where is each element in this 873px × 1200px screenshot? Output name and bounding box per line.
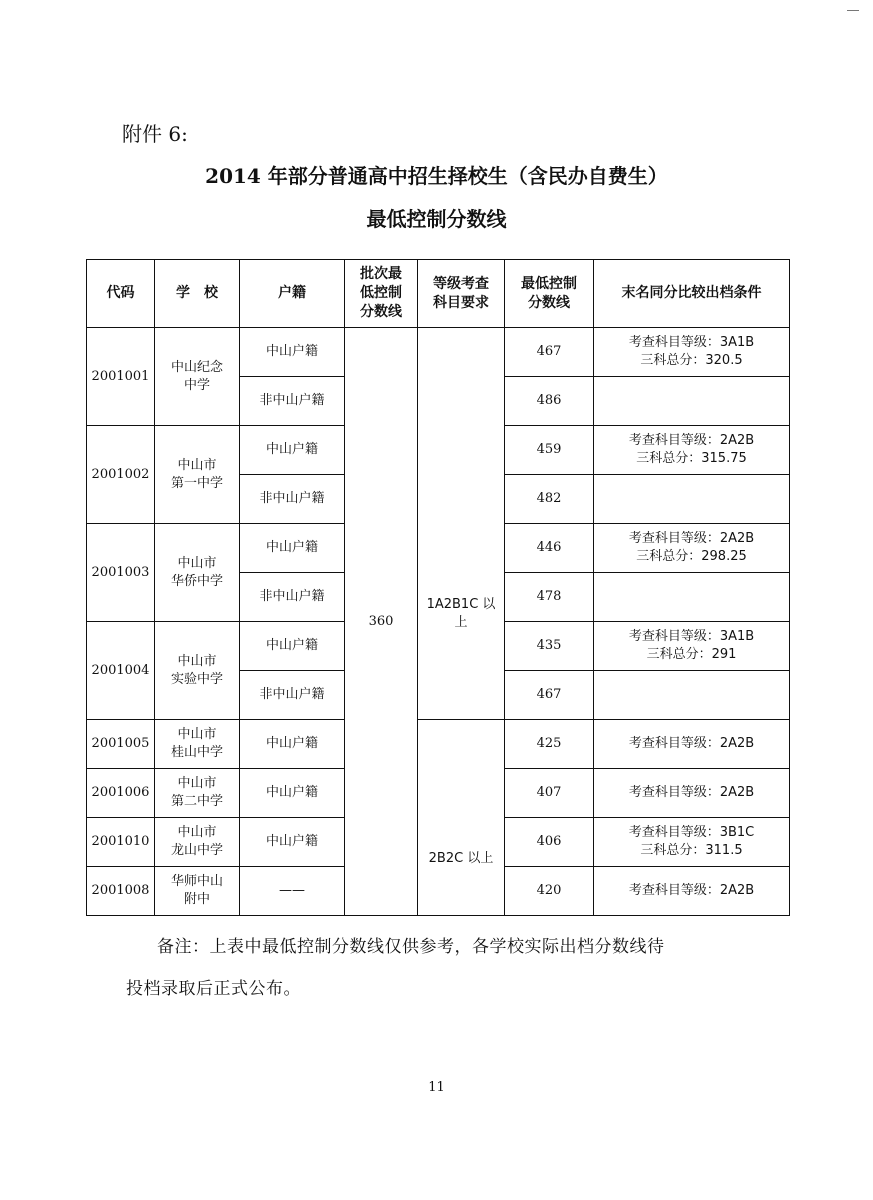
school-code: 2001004 xyxy=(87,622,155,720)
school-code: 2001008 xyxy=(87,867,155,916)
table-row xyxy=(87,720,790,769)
condition-line: 考查科目等级：3B1C xyxy=(628,825,755,840)
hukou-cell: —— xyxy=(240,867,345,916)
hukou-cell: 中山户籍 xyxy=(240,524,345,573)
scan-edge-mark xyxy=(847,10,859,11)
condition-line: 考查科目等级：2A2B xyxy=(628,785,755,800)
condition-cell xyxy=(594,524,790,573)
condition-line: 考查科目等级：2A2B xyxy=(628,531,755,546)
school-name-line: 华侨中学 xyxy=(170,573,223,589)
condition-cell xyxy=(594,818,790,867)
school-code: 2001001 xyxy=(87,328,155,426)
min-score-cell: 446 xyxy=(505,524,594,573)
school-name xyxy=(155,769,240,818)
condition-cell xyxy=(594,573,790,622)
condition-cell xyxy=(594,720,790,769)
school-name-line: 桂山中学 xyxy=(170,745,223,760)
school-name-line: 实验中学 xyxy=(170,671,223,687)
condition-cell xyxy=(594,328,790,377)
condition-line: 考查科目等级：3A1B xyxy=(628,629,755,644)
grade-requirement-line: 1A2B1C 以 xyxy=(426,596,496,612)
header-min-score xyxy=(505,260,594,328)
condition-line: 考查科目等级：2A2B xyxy=(628,883,755,898)
min-score-cell: 467 xyxy=(505,328,594,377)
header-batch-line-1: 批次最 xyxy=(360,266,402,282)
condition-line: 考查科目等级：2A2B xyxy=(628,433,755,448)
school-name xyxy=(155,328,240,426)
hukou-cell: 中山户籍 xyxy=(240,328,345,377)
school-code: 2001005 xyxy=(87,720,155,769)
school-name-line: 华师中山 xyxy=(170,874,223,889)
condition-cell xyxy=(594,426,790,475)
min-score-cell: 407 xyxy=(505,769,594,818)
condition-cell xyxy=(594,867,790,916)
score-table xyxy=(86,259,790,916)
condition-cell xyxy=(594,769,790,818)
school-code: 2001010 xyxy=(87,818,155,867)
min-score-cell: 435 xyxy=(505,622,594,671)
school-name-line: 附中 xyxy=(183,892,210,907)
hukou-cell: 非中山户籍 xyxy=(240,671,345,720)
min-score-cell: 478 xyxy=(505,573,594,622)
grade-requirement-cell xyxy=(418,328,505,720)
condition-line: 三科总分：311.5 xyxy=(640,843,743,858)
school-name-line: 中山市 xyxy=(177,727,217,742)
header-hukou: 户籍 xyxy=(240,260,345,328)
header-batch-line xyxy=(345,260,418,328)
condition-line: 三科总分：320.5 xyxy=(640,353,743,368)
header-last-condition: 末名同分比较出档条件 xyxy=(594,260,790,328)
min-score-cell: 486 xyxy=(505,377,594,426)
annex-label: 附件 6: xyxy=(122,122,188,146)
school-name-line: 中学 xyxy=(183,377,210,393)
condition-line: 三科总分：291 xyxy=(646,647,737,662)
header-code: 代码 xyxy=(87,260,155,328)
batch-line-cell: 360 xyxy=(345,328,418,916)
hukou-cell: 非中山户籍 xyxy=(240,573,345,622)
school-code: 2001003 xyxy=(87,524,155,622)
hukou-cell: 非中山户籍 xyxy=(240,377,345,426)
header-min-line-1: 最低控制 xyxy=(521,275,577,292)
school-name-line: 中山市 xyxy=(177,776,217,791)
page-number: 11 xyxy=(428,1080,445,1095)
condition-cell xyxy=(594,671,790,720)
school-code: 2001002 xyxy=(87,426,155,524)
note-line-2: 投档录取后正式公布。 xyxy=(126,979,301,999)
min-score-cell: 420 xyxy=(505,867,594,916)
school-name xyxy=(155,818,240,867)
grade-requirement-cell xyxy=(418,720,505,916)
document-subtitle: 最低控制分数线 xyxy=(366,207,507,231)
hukou-cell: 中山户籍 xyxy=(240,769,345,818)
hukou-cell: 非中山户籍 xyxy=(240,475,345,524)
hukou-cell: 中山户籍 xyxy=(240,426,345,475)
hukou-cell: 中山户籍 xyxy=(240,622,345,671)
min-score-cell: 482 xyxy=(505,475,594,524)
school-name-line: 第二中学 xyxy=(170,794,223,809)
condition-cell xyxy=(594,622,790,671)
condition-cell xyxy=(594,377,790,426)
school-name-line: 第一中学 xyxy=(170,475,223,491)
note-line-1: 备注：上表中最低控制分数线仅供参考，各学校实际出档分数线待 xyxy=(157,937,665,957)
header-grade-line-1: 等级考查 xyxy=(433,275,489,292)
condition-line: 三科总分：298.25 xyxy=(636,549,747,564)
header-batch-line-2: 低控制 xyxy=(360,285,402,301)
school-name-line: 中山市 xyxy=(177,653,217,669)
min-score-cell: 467 xyxy=(505,671,594,720)
school-name-line: 中山市 xyxy=(177,555,217,571)
grade-requirement-line: 2B2C 以上 xyxy=(428,850,494,866)
school-name-line: 中山纪念 xyxy=(170,359,223,375)
school-name xyxy=(155,426,240,524)
hukou-cell: 中山户籍 xyxy=(240,818,345,867)
min-score-cell: 425 xyxy=(505,720,594,769)
header-min-line-2: 分数线 xyxy=(528,294,570,311)
hukou-cell: 中山户籍 xyxy=(240,720,345,769)
header-batch-line-3: 分数线 xyxy=(360,304,402,320)
school-name xyxy=(155,524,240,622)
school-name xyxy=(155,622,240,720)
condition-line: 考查科目等级：2A2B xyxy=(628,736,755,751)
table-header-row xyxy=(87,260,790,328)
condition-line: 考查科目等级：3A1B xyxy=(628,335,755,350)
table-row xyxy=(87,328,790,377)
min-score-cell: 406 xyxy=(505,818,594,867)
school-code: 2001006 xyxy=(87,769,155,818)
grade-requirement-line: 上 xyxy=(454,614,468,630)
condition-line: 三科总分：315.75 xyxy=(636,451,747,466)
header-school: 学 校 xyxy=(155,260,240,328)
school-name xyxy=(155,867,240,916)
header-grade-requirement xyxy=(418,260,505,328)
school-name-line: 中山市 xyxy=(177,825,217,840)
header-grade-line-2: 科目要求 xyxy=(433,294,489,311)
school-name-line: 中山市 xyxy=(177,457,217,473)
min-score-cell: 459 xyxy=(505,426,594,475)
school-name xyxy=(155,720,240,769)
document-title: 2014 年部分普通高中招生择校生（含民办自费生） xyxy=(205,164,668,188)
condition-cell xyxy=(594,475,790,524)
school-name-line: 龙山中学 xyxy=(170,843,223,858)
